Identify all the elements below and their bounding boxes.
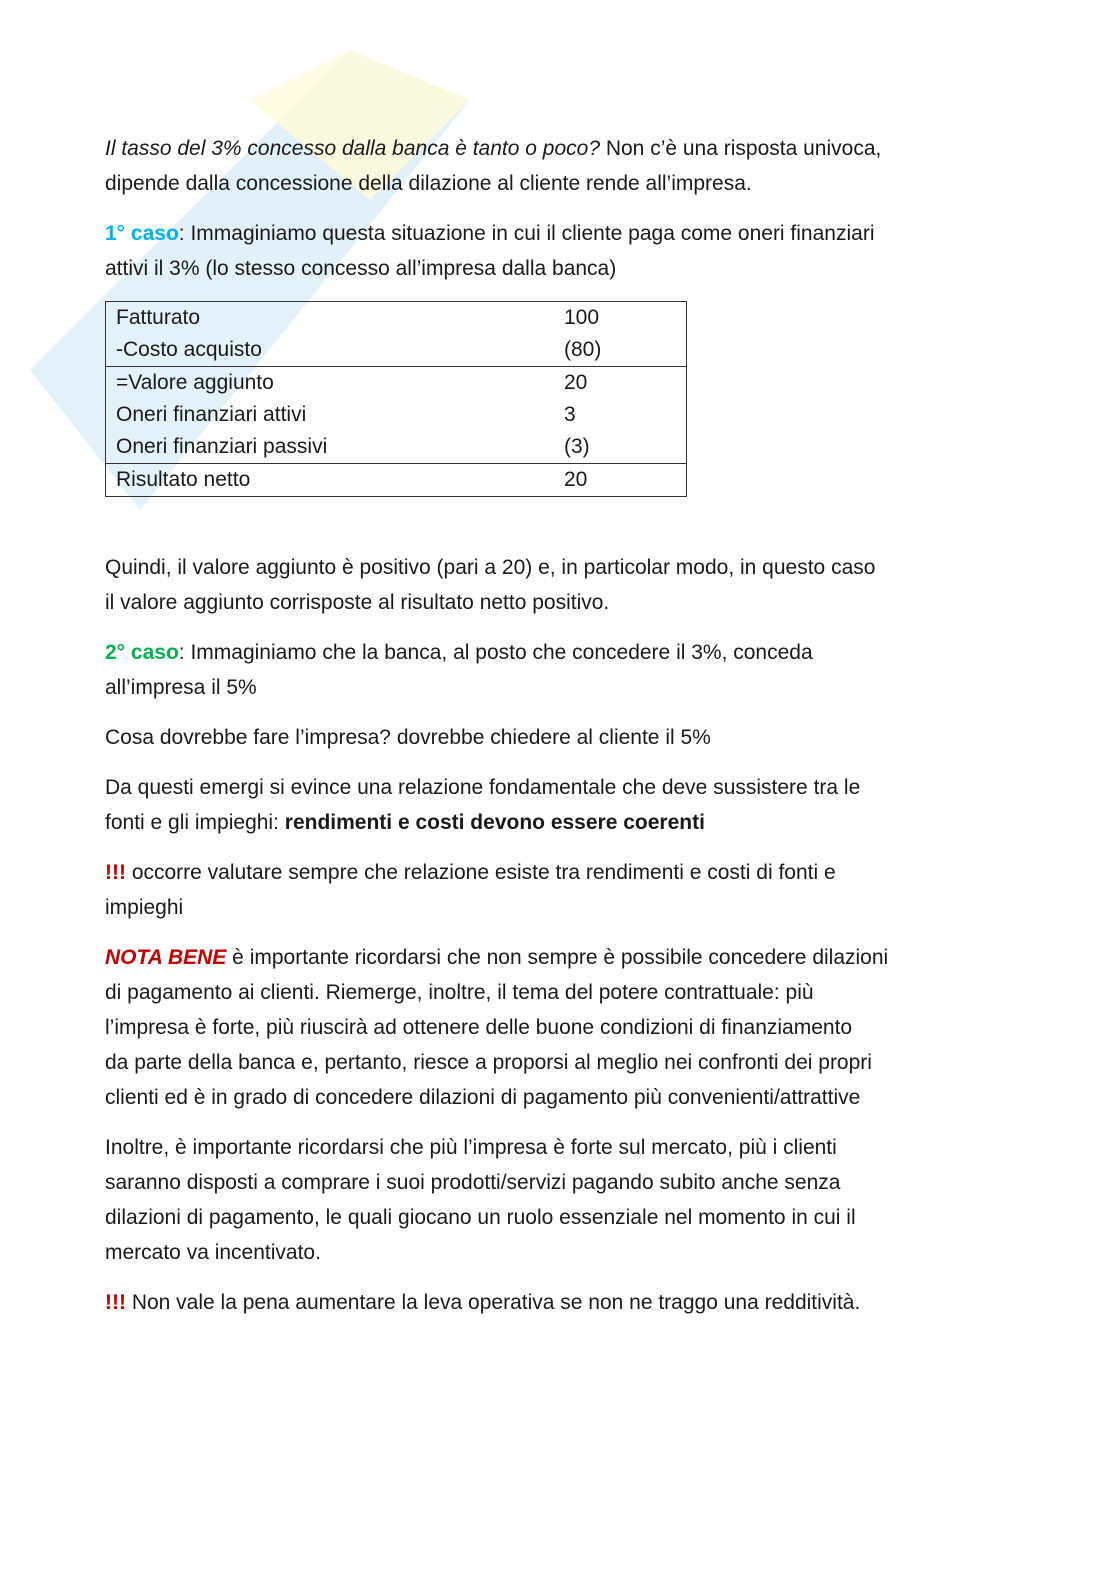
text: mercato va incentivato. (105, 1241, 321, 1264)
row-value: (80) (554, 334, 687, 367)
table-row (106, 367, 687, 400)
table-row (106, 464, 687, 497)
text: l’impresa è forte, più riuscirà ad ottenere delle buone condizioni di finanziamento (105, 1016, 853, 1039)
table-row (106, 334, 687, 367)
paragraph-intro (105, 131, 1025, 201)
text: dilazioni di pagamento, le quali giocano un ruolo essenziale nel momento in cui il (105, 1206, 856, 1229)
table-row (106, 302, 687, 335)
text: all’impresa il 5% (105, 676, 257, 699)
text: : Immaginiamo che la banca, al posto che concedere il 3%, conceda (178, 641, 813, 664)
text: dipende dalla concessione della dilazione al cliente rende all’impresa. (105, 172, 752, 195)
warning-mark: !!! (105, 1291, 126, 1314)
row-value: (3) (554, 431, 687, 464)
paragraph-nota-bene (105, 940, 1025, 1115)
row-label: Risultato netto (116, 468, 251, 491)
income-table (105, 301, 687, 497)
text: saranno disposti a comprare i suoi prodotti/servizi pagando subito anche senza (105, 1171, 841, 1194)
warning-mark: !!! (105, 861, 126, 884)
text: Non vale la pena aumentare la leva operativa se non ne traggo una redditività. (125, 1291, 861, 1314)
row-label: Oneri finanziari passivi (106, 431, 555, 464)
table-row (106, 431, 687, 464)
text: attivi il 3% (lo stesso concesso all’impresa dalla banca) (105, 257, 617, 280)
text: Inoltre, è importante ricordarsi che più l’impresa è forte sul mercato, più i clienti (105, 1136, 837, 1159)
text: clienti ed è in grado di concedere dilazioni di pagamento più convenienti/attrattive (105, 1086, 861, 1109)
text: è importante ricordarsi che non sempre è possibile concedere dilazioni (226, 946, 889, 969)
case-1-label: 1° caso (105, 222, 179, 245)
text: di pagamento ai clienti. Riemerge, inoltre, il tema del potere contrattuale: più (105, 981, 814, 1004)
row-value: 100 (564, 306, 600, 329)
paragraph-market (105, 1130, 1025, 1270)
text: il valore aggiunto corrisposte al risultato netto positivo. (105, 591, 610, 614)
row-value: 20 (564, 371, 588, 394)
text: : Immaginiamo questa situazione in cui il cliente paga come oneri finanziari (178, 222, 875, 245)
text: impieghi (105, 896, 184, 919)
row-label: Oneri finanziari attivi (116, 403, 307, 426)
row-value: 20 (564, 468, 588, 491)
text: da parte della banca e, pertanto, riesce a proporsi al meglio nei confronti dei propri (105, 1051, 872, 1074)
paragraph-conclusion (105, 550, 1025, 620)
row-label: -Costo acquisto (106, 334, 555, 367)
text: Da questi emergi si evince una relazione fondamentale che deve sussistere tra le (105, 776, 861, 799)
nota-bene-label: NOTA BENE (105, 946, 227, 969)
paragraph-question (105, 720, 1025, 755)
text: Quindi, il valore aggiunto è positivo (pari a 20) e, in particolar modo, in questo caso (105, 556, 876, 579)
paragraph-relation (105, 770, 1025, 840)
paragraph-warning-1 (105, 855, 1025, 925)
text: occorre valutare sempre che relazione esiste tra rendimenti e costi di fonti e (125, 861, 836, 884)
paragraph-case-1 (105, 216, 1025, 286)
bold-statement: rendimenti e costi devono essere coerenti (284, 811, 705, 834)
question-text: Il tasso del 3% concesso dalla banca è tanto o poco? (105, 137, 600, 160)
text: Non c’è una risposta univoca, (600, 137, 882, 160)
text: Cosa dovrebbe fare l’impresa? dovrebbe chiedere al cliente il 5% (105, 726, 711, 749)
case-2-label: 2° caso (105, 641, 179, 664)
text: fonti e gli impieghi: (105, 811, 285, 834)
row-label: Fatturato (116, 306, 201, 329)
paragraph-warning-2 (105, 1285, 1025, 1320)
document-body (105, 131, 1025, 1335)
table-row (106, 399, 687, 431)
paragraph-case-2 (105, 635, 1025, 705)
row-label: =Valore aggiunto (116, 371, 274, 394)
row-value: 3 (564, 403, 576, 426)
